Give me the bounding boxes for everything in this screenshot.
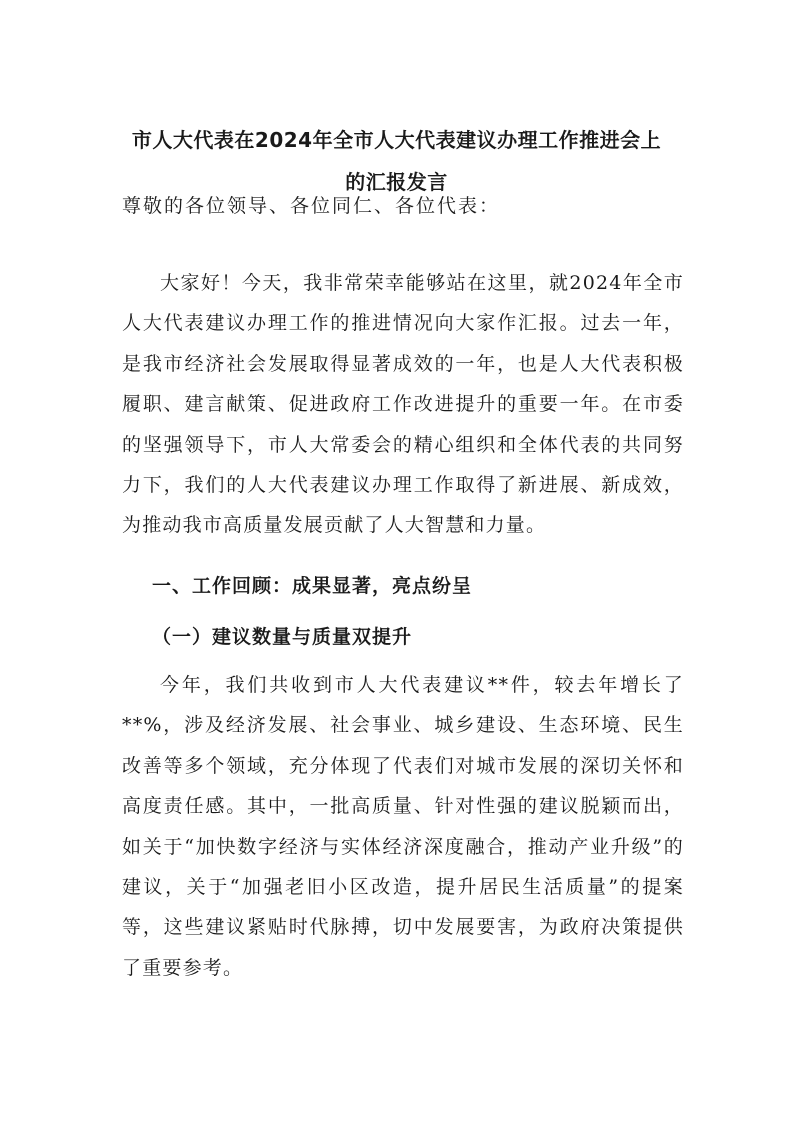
- document-title-line-2: 的汇报发言: [345, 170, 448, 194]
- salutation: 尊敬的各位领导、各位同仁、各位代表：: [122, 195, 501, 217]
- subsection-heading: （一）建议数量与质量双提升: [152, 626, 413, 648]
- document-title-line-1: 市人大代表在2024年全市人大代表建议办理工作推进会上: [131, 128, 662, 152]
- body-paragraph: 大家好！今天，我非常荣幸能够站在这里，就2024年全市人大代表建议办理工作的推进情况向大家作汇报。过去一年，是我市经济社会发展取得显著成效的一年，也是人大代表积极履职、建言献策、促进政府工作改进提升的重要一年。在市委的坚强领导下，市人大常委会的精心组织和全体代表的共同努力下，我们的人大代表建议办理工作取得了新进展、新成效，为推动我市高质量发展贡献了人大智慧和力量。: [122, 272, 684, 537]
- body-paragraph: 今年，我们共收到市人大代表建议**件，较去年增长了**%，涉及经济发展、社会事业、城乡建设、生态环境、民生改善等多个领域，充分体现了代表们对城市发展的深切关怀和高度责任感。其中，一批高质量、针对性强的建议脱颖而出，如关于“加快数字经济与实体经济深度融合，推动产业升级”的建议，关于“加强老旧小区改造，提升居民生活质量”的提案等，这些建议紧贴时代脉搏，切中发展要害，为政府决策提供了重要参考。: [122, 674, 684, 979]
- section-heading: 一、工作回顾：成果显著，亮点纷呈: [152, 575, 473, 597]
